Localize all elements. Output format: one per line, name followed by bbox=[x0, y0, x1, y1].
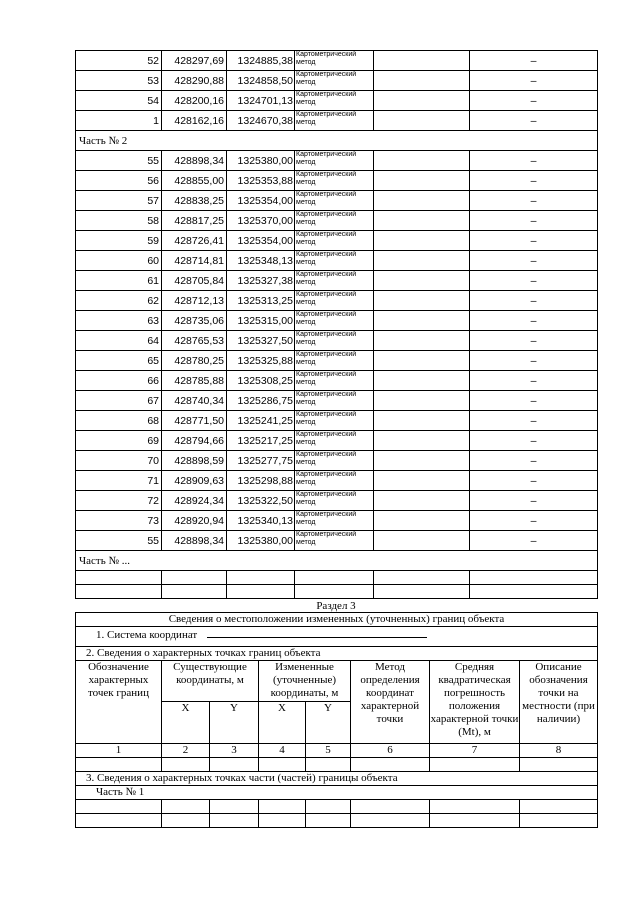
dash-cell: – bbox=[470, 491, 598, 511]
coord-x: 428740,34 bbox=[162, 391, 227, 411]
empty-cell bbox=[306, 758, 351, 772]
table-row bbox=[76, 351, 598, 371]
table-row bbox=[76, 491, 598, 511]
point-number: 69 bbox=[76, 431, 162, 451]
coord-x: 428162,16 bbox=[162, 111, 227, 131]
table-row bbox=[76, 111, 598, 131]
empty-cell bbox=[520, 758, 598, 772]
coord-y: 1324885,38 bbox=[227, 51, 295, 71]
coord-x: 428714,81 bbox=[162, 251, 227, 271]
coord-x: 428920,94 bbox=[162, 511, 227, 531]
empty-cell bbox=[210, 814, 259, 828]
table-row bbox=[76, 91, 598, 111]
dash-cell: – bbox=[470, 51, 598, 71]
coord-x: 428794,66 bbox=[162, 431, 227, 451]
empty-cell bbox=[374, 251, 470, 271]
coord-x: 428838,25 bbox=[162, 191, 227, 211]
dash-cell: – bbox=[470, 271, 598, 291]
coord-x: 428780,25 bbox=[162, 351, 227, 371]
method-cell: Картометрический метод bbox=[295, 71, 374, 91]
col-existing-x: X bbox=[162, 702, 210, 744]
table-row bbox=[76, 431, 598, 451]
part-1-label: Часть № 1 bbox=[76, 786, 598, 800]
coord-system-label: 1. Система координат bbox=[96, 629, 198, 641]
coord-y: 1325286,75 bbox=[227, 391, 295, 411]
coord-x: 428735,06 bbox=[162, 311, 227, 331]
point-number: 58 bbox=[76, 211, 162, 231]
table-row bbox=[76, 451, 598, 471]
empty-cell bbox=[374, 271, 470, 291]
coord-y: 1325308,25 bbox=[227, 371, 295, 391]
empty-cell bbox=[374, 311, 470, 331]
table-row bbox=[76, 211, 598, 231]
col-point-label: Обозначение характерных точек границ bbox=[76, 661, 162, 744]
col-error: Средняя квадратическая погрешность положения характерной точки (Mt), м bbox=[430, 661, 520, 744]
empty-cell bbox=[259, 758, 306, 772]
empty-cell bbox=[470, 571, 598, 585]
col-existing-coords: Существующие координаты, м bbox=[162, 661, 259, 702]
part-n-label: Часть № ... bbox=[76, 551, 598, 571]
empty-cell bbox=[76, 571, 162, 585]
empty-cell bbox=[374, 571, 470, 585]
method-cell: Картометрический метод bbox=[295, 111, 374, 131]
dash-cell: – bbox=[470, 331, 598, 351]
coord-y: 1325277,75 bbox=[227, 451, 295, 471]
method-cell: Картометрический метод bbox=[295, 291, 374, 311]
dash-cell: – bbox=[470, 171, 598, 191]
empty-cell bbox=[162, 571, 227, 585]
coord-y: 1325340,13 bbox=[227, 511, 295, 531]
point-number: 63 bbox=[76, 311, 162, 331]
method-cell: Картометрический метод bbox=[295, 191, 374, 211]
coord-x: 428785,88 bbox=[162, 371, 227, 391]
coord-x: 428712,13 bbox=[162, 291, 227, 311]
table-row bbox=[76, 291, 598, 311]
empty-cell bbox=[351, 758, 430, 772]
empty-cell bbox=[374, 451, 470, 471]
point-number: 61 bbox=[76, 271, 162, 291]
method-cell: Картометрический метод bbox=[295, 271, 374, 291]
empty-cell bbox=[374, 585, 470, 599]
empty-cell bbox=[374, 291, 470, 311]
method-cell: Картометрический метод bbox=[295, 211, 374, 231]
point-number: 67 bbox=[76, 391, 162, 411]
table-row bbox=[76, 585, 598, 599]
empty-cell bbox=[374, 411, 470, 431]
table-row bbox=[76, 531, 598, 551]
coord-y: 1325380,00 bbox=[227, 151, 295, 171]
table-row bbox=[76, 51, 598, 71]
table-row bbox=[76, 311, 598, 331]
table-row bbox=[76, 391, 598, 411]
part-row bbox=[76, 551, 598, 571]
col-method: Метод определения координат характерной точки bbox=[351, 661, 430, 744]
point-number: 68 bbox=[76, 411, 162, 431]
empty-cell bbox=[374, 211, 470, 231]
coord-x: 428855,00 bbox=[162, 171, 227, 191]
coord-x: 428898,34 bbox=[162, 531, 227, 551]
empty-cell bbox=[162, 800, 210, 814]
dash-cell: – bbox=[470, 71, 598, 91]
empty-cell bbox=[374, 391, 470, 411]
empty-cell bbox=[295, 585, 374, 599]
empty-cell bbox=[374, 231, 470, 251]
table-row bbox=[76, 71, 598, 91]
point-number: 66 bbox=[76, 371, 162, 391]
empty-cell bbox=[374, 371, 470, 391]
point-number: 72 bbox=[76, 491, 162, 511]
point-number: 52 bbox=[76, 51, 162, 71]
coord-system-blank bbox=[207, 627, 427, 638]
method-cell: Картометрический метод bbox=[295, 491, 374, 511]
empty-cell bbox=[430, 814, 520, 828]
table-row bbox=[76, 191, 598, 211]
empty-cell bbox=[76, 585, 162, 599]
table-row bbox=[76, 411, 598, 431]
empty-cell bbox=[374, 71, 470, 91]
empty-cell bbox=[351, 814, 430, 828]
point-number: 64 bbox=[76, 331, 162, 351]
dash-cell: – bbox=[470, 151, 598, 171]
empty-cell bbox=[374, 151, 470, 171]
empty-cell bbox=[259, 800, 306, 814]
col-num: 8 bbox=[520, 744, 598, 758]
col-description: Описание обозначения точки на местности (при наличии) bbox=[520, 661, 598, 744]
dash-cell: – bbox=[470, 471, 598, 491]
coord-x: 428817,25 bbox=[162, 211, 227, 231]
empty-cell bbox=[295, 571, 374, 585]
empty-cell bbox=[76, 814, 162, 828]
table-row bbox=[76, 231, 598, 251]
table-row bbox=[76, 271, 598, 291]
point-number: 1 bbox=[76, 111, 162, 131]
coord-x: 428765,53 bbox=[162, 331, 227, 351]
empty-cell bbox=[162, 585, 227, 599]
empty-cell bbox=[306, 814, 351, 828]
empty-cell bbox=[374, 471, 470, 491]
coord-y: 1325327,38 bbox=[227, 271, 295, 291]
method-cell: Картометрический метод bbox=[295, 431, 374, 451]
dash-cell: – bbox=[470, 311, 598, 331]
method-cell: Картометрический метод bbox=[295, 311, 374, 331]
empty-cell bbox=[374, 511, 470, 531]
method-cell: Картометрический метод bbox=[295, 531, 374, 551]
dash-cell: – bbox=[470, 531, 598, 551]
point-number: 54 bbox=[76, 91, 162, 111]
points-heading: 2. Сведения о характерных точках границ объекта bbox=[76, 647, 598, 661]
point-number: 57 bbox=[76, 191, 162, 211]
empty-cell bbox=[520, 800, 598, 814]
parts-heading: 3. Сведения о характерных точках части (частей) границы объекта bbox=[76, 772, 598, 786]
col-num: 2 bbox=[162, 744, 210, 758]
empty-cell bbox=[374, 331, 470, 351]
empty-cell bbox=[210, 758, 259, 772]
boundary-points-table bbox=[75, 612, 598, 828]
dash-cell: – bbox=[470, 251, 598, 271]
dash-cell: – bbox=[470, 111, 598, 131]
point-number: 70 bbox=[76, 451, 162, 471]
coord-y: 1325322,50 bbox=[227, 491, 295, 511]
empty-cell bbox=[374, 191, 470, 211]
dash-cell: – bbox=[470, 351, 598, 371]
point-number: 60 bbox=[76, 251, 162, 271]
part-2-label: Часть № 2 bbox=[76, 131, 598, 151]
coord-y: 1325315,00 bbox=[227, 311, 295, 331]
empty-cell bbox=[162, 814, 210, 828]
coord-y: 1325370,00 bbox=[227, 211, 295, 231]
point-number: 71 bbox=[76, 471, 162, 491]
dash-cell: – bbox=[470, 411, 598, 431]
dash-cell: – bbox=[470, 231, 598, 251]
coord-x: 428705,84 bbox=[162, 271, 227, 291]
method-cell: Картометрический метод bbox=[295, 411, 374, 431]
empty-cell bbox=[76, 800, 162, 814]
table-row bbox=[76, 171, 598, 191]
part-row bbox=[76, 131, 598, 151]
col-changed-coords: Измененные (уточненные) координаты, м bbox=[259, 661, 351, 702]
table-row bbox=[76, 331, 598, 351]
dash-cell: – bbox=[470, 291, 598, 311]
coord-y: 1324858,50 bbox=[227, 71, 295, 91]
coord-y: 1325354,00 bbox=[227, 191, 295, 211]
table-row bbox=[76, 151, 598, 171]
coord-x: 428924,34 bbox=[162, 491, 227, 511]
coord-y: 1325380,00 bbox=[227, 531, 295, 551]
coord-x: 428200,16 bbox=[162, 91, 227, 111]
coord-x: 428909,63 bbox=[162, 471, 227, 491]
coord-y: 1325354,00 bbox=[227, 231, 295, 251]
empty-cell bbox=[374, 431, 470, 451]
coord-x: 428898,59 bbox=[162, 451, 227, 471]
empty-cell bbox=[430, 800, 520, 814]
empty-cell bbox=[374, 351, 470, 371]
point-number: 56 bbox=[76, 171, 162, 191]
coord-y: 1325327,50 bbox=[227, 331, 295, 351]
method-cell: Картометрический метод bbox=[295, 391, 374, 411]
coord-system-row bbox=[76, 627, 598, 647]
dash-cell: – bbox=[470, 371, 598, 391]
col-changed-y: Y bbox=[306, 702, 351, 744]
coord-x: 428771,50 bbox=[162, 411, 227, 431]
coord-x: 428290,88 bbox=[162, 71, 227, 91]
coord-y: 1325217,25 bbox=[227, 431, 295, 451]
empty-cell bbox=[374, 531, 470, 551]
empty-cell bbox=[374, 91, 470, 111]
point-number: 65 bbox=[76, 351, 162, 371]
col-existing-y: Y bbox=[210, 702, 259, 744]
dash-cell: – bbox=[470, 191, 598, 211]
method-cell: Картометрический метод bbox=[295, 471, 374, 491]
table-row bbox=[76, 471, 598, 491]
coord-y: 1325241,25 bbox=[227, 411, 295, 431]
coordinates-table bbox=[75, 50, 598, 599]
coord-x: 428297,69 bbox=[162, 51, 227, 71]
method-cell: Картометрический метод bbox=[295, 171, 374, 191]
col-num: 6 bbox=[351, 744, 430, 758]
empty-cell bbox=[227, 585, 295, 599]
method-cell: Картометрический метод bbox=[295, 251, 374, 271]
empty-cell bbox=[374, 51, 470, 71]
method-cell: Картометрический метод bbox=[295, 91, 374, 111]
coord-y: 1325348,13 bbox=[227, 251, 295, 271]
method-cell: Картометрический метод bbox=[295, 371, 374, 391]
point-number: 55 bbox=[76, 531, 162, 551]
coord-x: 428898,34 bbox=[162, 151, 227, 171]
coord-y: 1325325,88 bbox=[227, 351, 295, 371]
point-number: 55 bbox=[76, 151, 162, 171]
col-num: 3 bbox=[210, 744, 259, 758]
coord-y: 1325353,88 bbox=[227, 171, 295, 191]
empty-cell bbox=[76, 758, 162, 772]
dash-cell: – bbox=[470, 431, 598, 451]
method-cell: Картометрический метод bbox=[295, 351, 374, 371]
method-cell: Картометрический метод bbox=[295, 331, 374, 351]
point-number: 62 bbox=[76, 291, 162, 311]
dash-cell: – bbox=[470, 451, 598, 471]
empty-cell bbox=[374, 111, 470, 131]
section-heading: Сведения о местоположении измененных (уточненных) границ объекта bbox=[76, 613, 598, 627]
point-number: 59 bbox=[76, 231, 162, 251]
empty-cell bbox=[351, 800, 430, 814]
empty-cell bbox=[470, 585, 598, 599]
dash-cell: – bbox=[470, 511, 598, 531]
col-num: 5 bbox=[306, 744, 351, 758]
table-row bbox=[76, 571, 598, 585]
empty-cell bbox=[162, 758, 210, 772]
empty-cell bbox=[374, 491, 470, 511]
col-num: 4 bbox=[259, 744, 306, 758]
coord-y: 1324670,38 bbox=[227, 111, 295, 131]
point-number: 73 bbox=[76, 511, 162, 531]
dash-cell: – bbox=[470, 391, 598, 411]
empty-cell bbox=[210, 800, 259, 814]
empty-cell bbox=[374, 171, 470, 191]
method-cell: Картометрический метод bbox=[295, 231, 374, 251]
method-cell: Картометрический метод bbox=[295, 451, 374, 471]
dash-cell: – bbox=[470, 91, 598, 111]
coord-x: 428726,41 bbox=[162, 231, 227, 251]
coord-y: 1325298,88 bbox=[227, 471, 295, 491]
empty-cell bbox=[520, 814, 598, 828]
empty-cell bbox=[227, 571, 295, 585]
col-changed-x: X bbox=[259, 702, 306, 744]
empty-cell bbox=[430, 758, 520, 772]
method-cell: Картометрический метод bbox=[295, 51, 374, 71]
point-number: 53 bbox=[76, 71, 162, 91]
method-cell: Картометрический метод bbox=[295, 151, 374, 171]
col-num: 7 bbox=[430, 744, 520, 758]
empty-cell bbox=[306, 800, 351, 814]
col-num: 1 bbox=[76, 744, 162, 758]
table-row bbox=[76, 511, 598, 531]
empty-cell bbox=[259, 814, 306, 828]
table-row bbox=[76, 371, 598, 391]
table-row bbox=[76, 251, 598, 271]
method-cell: Картометрический метод bbox=[295, 511, 374, 531]
coord-y: 1324701,13 bbox=[227, 91, 295, 111]
coord-y: 1325313,25 bbox=[227, 291, 295, 311]
dash-cell: – bbox=[470, 211, 598, 231]
section-title: Раздел 3 bbox=[316, 600, 356, 612]
